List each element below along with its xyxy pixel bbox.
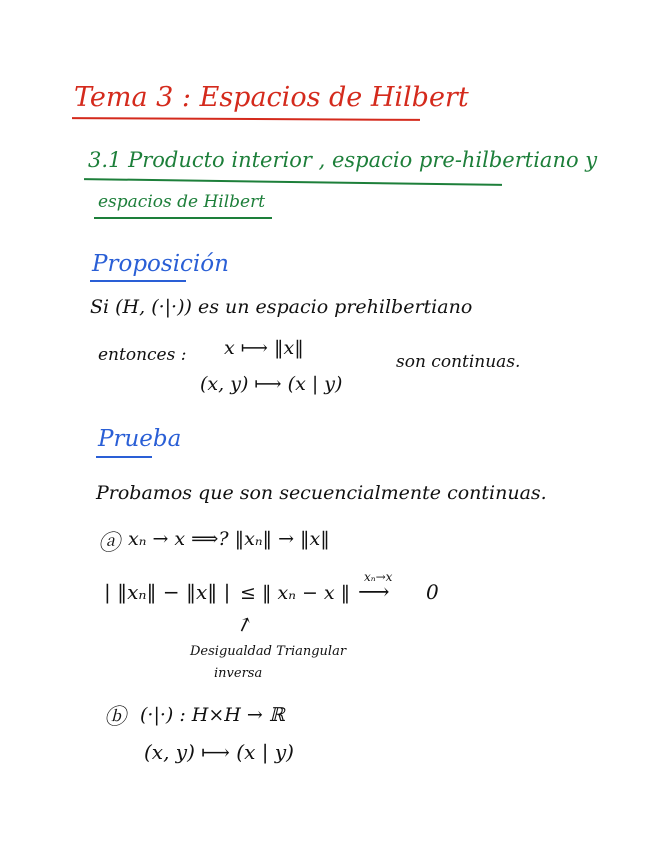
- annotation-line1: Desigualdad Triangular: [190, 644, 347, 659]
- section-heading-line1: 3.1 Producto interior , espacio pre-hilbertiano y: [88, 148, 598, 172]
- title-underline: [72, 117, 420, 121]
- section-heading-line2: espacios de Hilbert: [98, 192, 266, 212]
- entonces-label: entonces :: [98, 345, 187, 365]
- inequality-right-side: ≤ ‖ xₙ − x ‖: [240, 582, 351, 604]
- item-b-map-signature: (·|·) : H×H → ℝ: [140, 704, 285, 726]
- inner-product-map: (x, y) ⟼ (x | y): [200, 373, 343, 395]
- section-underline: [84, 178, 502, 186]
- item-b-map-rule: (x, y) ⟼ (x | y): [144, 740, 294, 764]
- proposicion-heading: Proposición: [92, 251, 229, 277]
- section-underline-2: [94, 217, 272, 219]
- limit-arrow-label: xₙ→x: [364, 570, 393, 584]
- prueba-underline: [96, 456, 152, 458]
- prueba-heading: Prueba: [98, 426, 182, 452]
- inequality-left: | ‖xₙ‖ − ‖x‖ |: [104, 580, 231, 604]
- item-a-label: ⓐ: [98, 531, 121, 556]
- annotation-arrow-icon: ↗: [232, 609, 257, 639]
- annotation-line2: inversa: [214, 666, 263, 681]
- conclusion-text: son continuas.: [396, 352, 521, 372]
- limit-zero: 0: [426, 580, 439, 604]
- proposicion-underline: [90, 280, 186, 282]
- proposicion-statement: Si (H, (·|·)) es un espacio prehilbertiano: [90, 296, 473, 318]
- norm-map: x ⟼ ‖x‖: [224, 337, 304, 359]
- limit-arrow: ⟶: [358, 580, 390, 605]
- item-a-statement: xₙ → x ⟹? ‖xₙ‖ → ‖x‖: [128, 528, 330, 550]
- page-title: Tema 3 : Espacios de Hilbert: [74, 82, 469, 113]
- item-b-label: ⓑ: [104, 705, 127, 730]
- prueba-intro: Probamos que son secuencialmente continuas.: [96, 482, 547, 504]
